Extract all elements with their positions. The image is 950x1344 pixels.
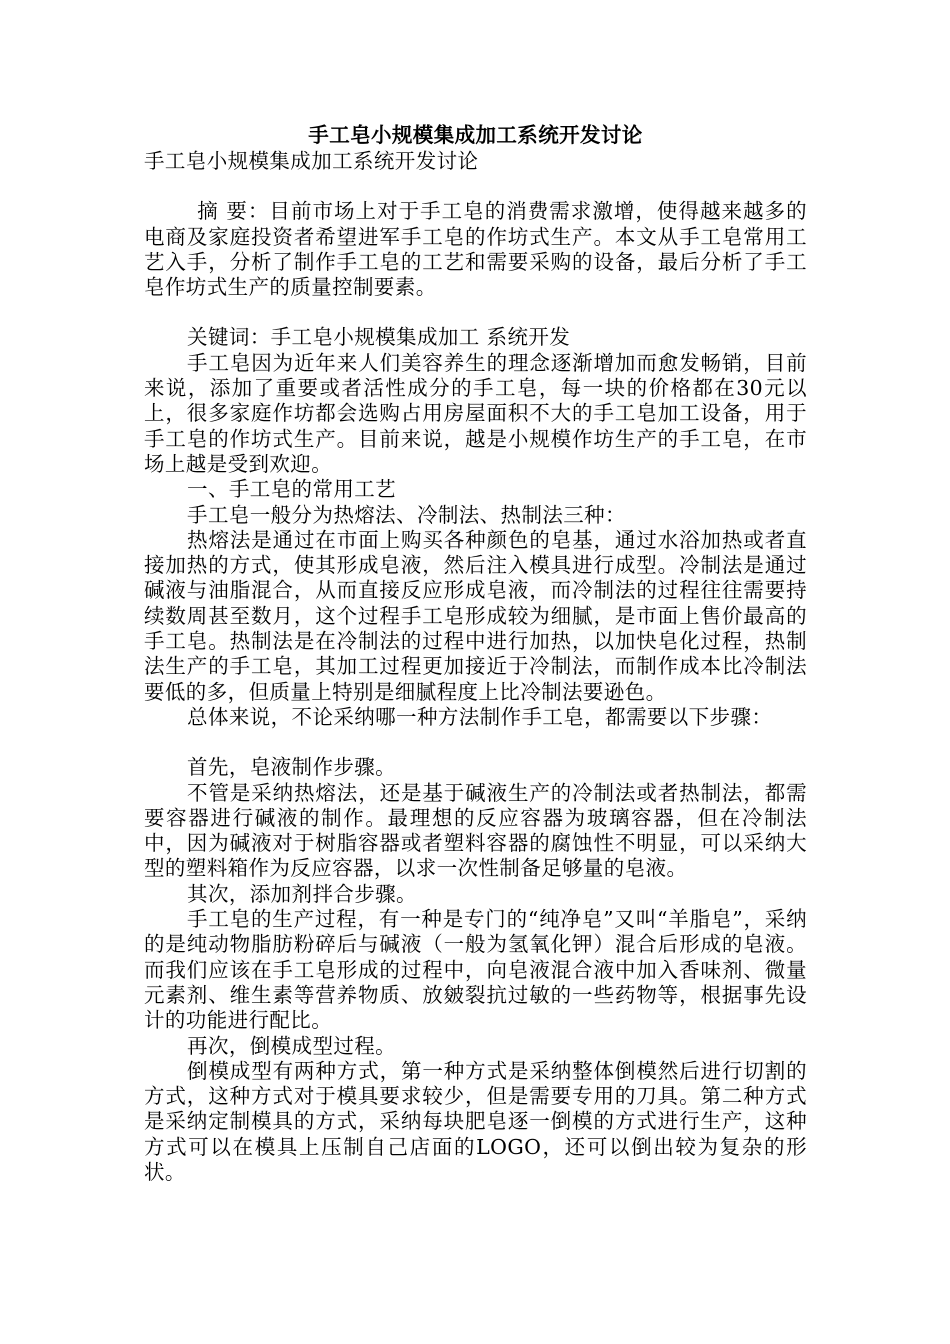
spacer — [144, 300, 807, 325]
step-heading: 再次，倒模成型过程。 — [187, 1033, 397, 1058]
document-title: 手工皂小规模集成加工系统开发讨论 — [308, 123, 643, 147]
step-heading: 首先，皂液制作步骤。 — [187, 755, 397, 780]
body-paragraph: 手工皂因为近年来人们美容养生的理念逐渐增加而愈发畅销，目前来说，添加了重要或者活性成分的手工皂，每一块的价格都在30元以上，很多家庭作坊都会选购占用房屋面积不大的手工皂加工设备，用于手工皂的作坊式生产。目前来说，越是小规模作坊生产的手工皂，在市场上越是受到欢迎。 — [144, 350, 807, 476]
document-body — [144, 121, 807, 1185]
body-paragraph: 手工皂一般分为热熔法、冷制法、热制法三种： — [187, 502, 626, 527]
body-paragraph: 热熔法是通过在市面上购买各种颜色的皂基，通过水浴加热或者直接加热的方式，使其形成皂液，然后注入模具进行成型。冷制法是通过碱液与油脂混合，从而直接反应形成皂液，而冷制法的过程往往需要持续数周甚至数月，这个过程手工皂形成较为细腻，是市面上售价最高的手工皂。热制法是在冷制法的过程中进行加热，以加快皂化过程，热制法生产的手工皂，其加工过程更加接近于冷制法，而制作成本比冷制法要低的多，但质量上特别是细腻程度上比冷制法要逊色。 — [144, 527, 807, 704]
spacer — [144, 730, 807, 755]
body-paragraph: 倒模成型有两种方式，第一种方式是采纳整体倒模然后进行切割的方式，这种方式对于模具要求较少，但是需要专用的刀具。第二种方式是采纳定制模具的方式，采纳每块肥皂逐一倒模的方式进行生产，这种方式可以在模具上压制自己店面的LOGO，还可以倒出较为复杂的形状。 — [144, 1058, 807, 1184]
body-paragraph: 总体来说，不论采纳哪一种方法制作手工皂，都需要以下步骤： — [187, 704, 773, 729]
body-paragraph: 手工皂的生产过程，有一种是专门的“纯净皂”又叫“羊脂皂”，采纳的是纯动物脂肪粉碎后与碱液（一般为氢氧化钾）混合后形成的皂液。而我们应该在手工皂形成的过程中，向皂液混合液中加入香味剂、微量元素剂、维生素等营养物质、放皴裂抗过敏的一些药物等，根据事先设计的功能进行配比。 — [144, 907, 807, 1033]
keywords-line: 关键词：手工皂小规模集成加工 系统开发 — [187, 325, 571, 350]
spacer — [144, 174, 807, 199]
step-heading: 其次，添加剂拌合步骤。 — [187, 881, 417, 906]
section-heading: 一、手工皂的常用工艺 — [187, 477, 397, 502]
body-paragraph: 不管是采纳热熔法，还是基于碱液生产的冷制法或者热制法，都需要容器进行碱液的制作。最理想的反应容器为玻璃容器，但在冷制法中，因为碱液对于树脂容器或者塑料容器的腐蚀性不明显，可以采纳大型的塑料箱作为反应容器，以求一次性制备足够量的皂液。 — [144, 780, 807, 881]
document-subtitle: 手工皂小规模集成加工系统开发讨论 — [144, 149, 479, 173]
abstract-paragraph: 摘 要：目前市场上对于手工皂的消费需求激增，使得越来越多的电商及家庭投资者希望进军手工皂的作坊式生产。本文从手工皂常用工艺入手，分析了制作手工皂的工艺和需要采购的设备，最后分析了手工皂作坊式生产的质量控制要素。 — [144, 199, 807, 300]
